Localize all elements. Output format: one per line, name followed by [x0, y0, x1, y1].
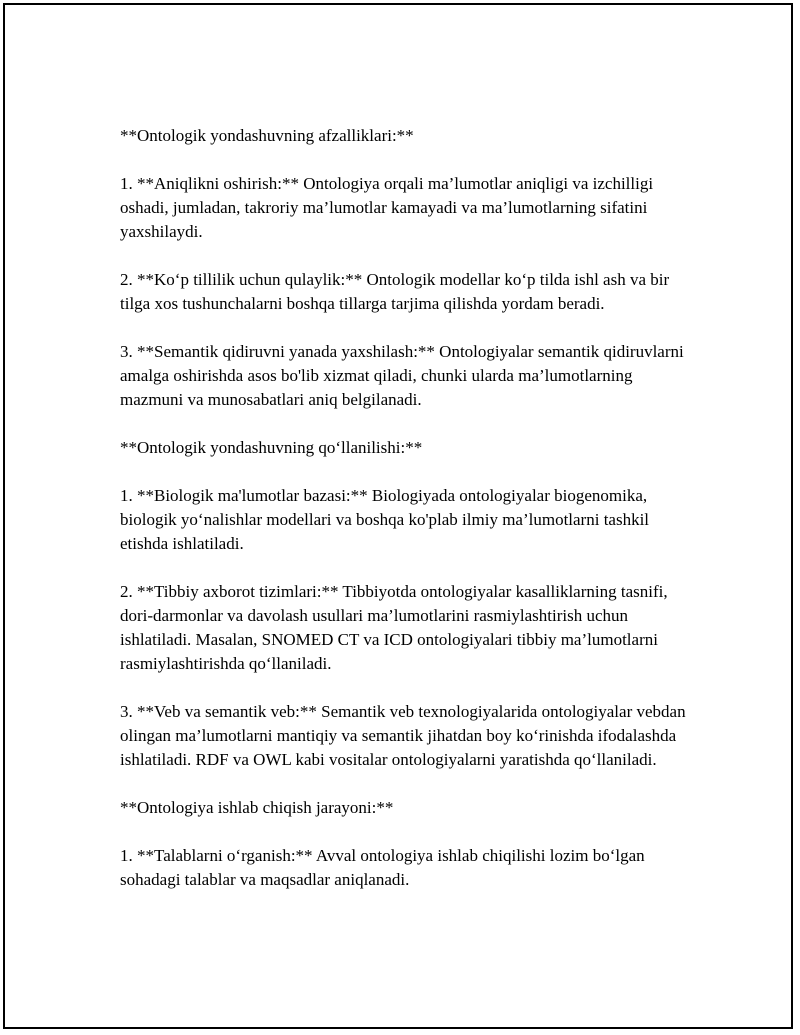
section-heading-development-process: **Ontologiya ishlab chiqish jarayoni:** [120, 798, 394, 817]
list-item-requirements: 1. **Talablarni o‘rganish:** Avval ontologiya ishlab chiqilishi lozim bo‘lgan sohadagi talablar va maqsadlar aniqlanadi. [120, 846, 645, 889]
document-page [3, 3, 793, 1029]
section-heading-advantages: **Ontologik yondashuvning afzalliklari:** [120, 126, 414, 145]
list-item-medical-systems: 2. **Tibbiy axborot tizimlari:** Tibbiyotda ontologiyalar kasalliklarning tasnifi, dori-darmonlar va davolash usullari ma’lumotlarini rasmiylashtirish uchun ishlatiladi. Masalan, SNOMED CT va ICD ontologiyalari tibbiy ma’lumotlarni rasmiylashtirishda qo‘llaniladi. [120, 582, 668, 673]
list-item-semantic-web: 3. **Veb va semantik veb:** Semantik veb texnologiyalarida ontologiyalar vebdan olingan ma’lumotlarni mantiqiy va semantik jihatdan boy ko‘rinishda ifodalashda ishlatiladi. RDF va OWL kabi vositalar ontologiyalarni yaratishda qo‘llaniladi. [120, 702, 686, 769]
list-item-biological-db: 1. **Biologik ma'lumotlar bazasi:** Biologiyada ontologiyalar biogenomika, biologik yo‘nalishlar modellari va boshqa ko'plab ilmiy ma’lumotlarni tashkil etishda ishlatiladi. [120, 486, 650, 553]
section-heading-applications: **Ontologik yondashuvning qo‘llanilishi:** [120, 438, 423, 457]
list-item-semantic-search: 3. **Semantik qidiruvni yanada yaxshilash:** Ontologiyalar semantik qidiruvlarni amalga oshirishda asos bo'lib xizmat qiladi, chunki ularda ma’lumotlarning mazmuni va munosabatlari aniq belgilanadi. [120, 342, 684, 409]
list-item-accuracy: 1. **Aniqlikni oshirish:** Ontologiya orqali ma’lumotlar aniqligi va izchilligi oshadi, jumladan, takroriy ma’lumotlar kamayadi va ma’lumotlarning sifatini yaxshilaydi. [120, 174, 654, 241]
list-item-multilingual: 2. **Ko‘p tillilik uchun qulaylik:** Ontologik modellar ko‘p tilda ishl ash va bir tilga xos tushunchalarni boshqa tillarga tarjima qilishda yordam beradi. [120, 270, 670, 313]
document-body [120, 124, 690, 916]
